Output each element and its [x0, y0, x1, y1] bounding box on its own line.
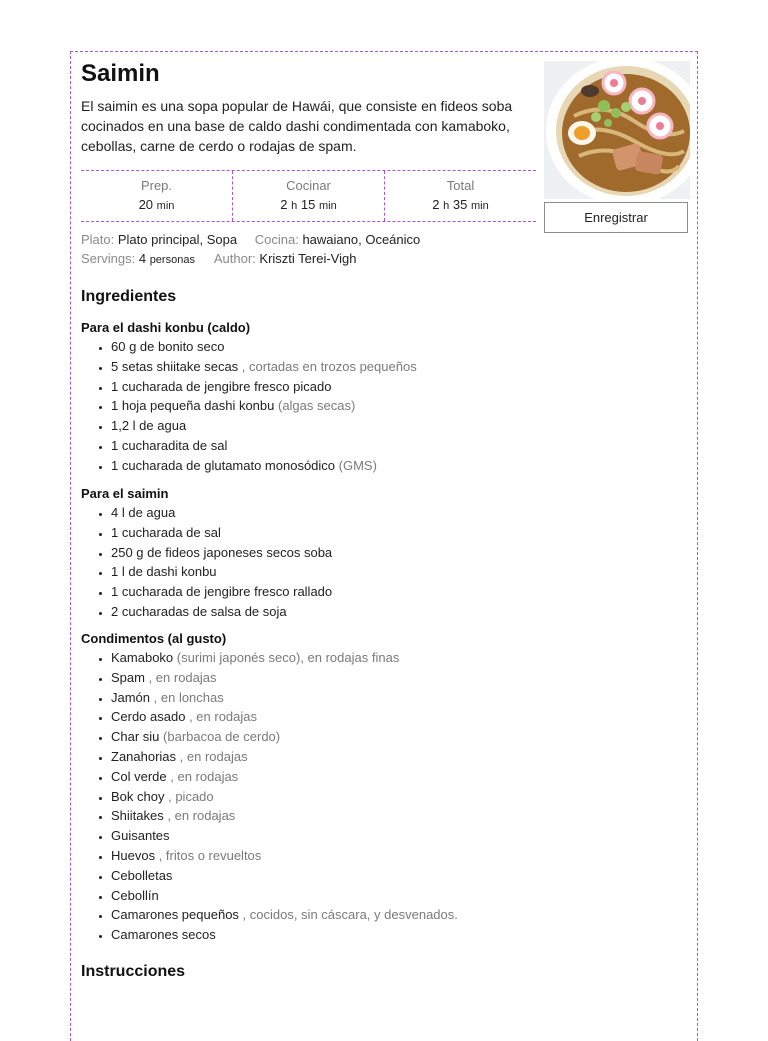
ingredient-item: • Huevos , fritos o revueltos [111, 846, 631, 866]
ingredient-item: • 1 cucharada de jengibre fresco picado [111, 377, 631, 397]
ingredient-item: • 60 g de bonito seco [111, 337, 631, 357]
ingredient-item: • 1 l de dashi konbu [111, 562, 631, 582]
servings-label: Servings: [81, 251, 136, 266]
ingredient-item: • Guisantes [111, 826, 631, 846]
ingredient-list-condiments [81, 648, 631, 945]
total-time-label: Total [446, 178, 475, 193]
ingredient-item: • 1,2 l de agua [111, 416, 631, 436]
author-value: Kriszti Terei-Vigh [259, 251, 357, 266]
recipe-meta [81, 230, 541, 270]
ingredient-group-title: Para el saimin [81, 486, 169, 501]
meta-row-1 [81, 230, 541, 249]
ingredients-heading: Ingredientes [81, 288, 177, 305]
servings-unit: personas [149, 254, 195, 266]
course-value: Plato principal, Sopa [117, 232, 238, 247]
recipe-card [70, 51, 698, 1041]
ingredient-item: • 1 cucharada de glutamato monosódico (GMS) [111, 456, 631, 476]
ingredient-group-title: Condimentos (al gusto) [81, 631, 227, 646]
ingredient-item: • 250 g de fideos japoneses secos soba [111, 543, 631, 563]
instructions-heading: Instrucciones [81, 963, 186, 980]
ingredient-item: • Spam , en rodajas [111, 668, 631, 688]
ingredient-item: • 4 l de agua [111, 503, 631, 523]
ingredient-item: • 1 cucharada de sal [111, 523, 631, 543]
meta-row-2 [81, 249, 541, 270]
cook-time-label: Cocinar [286, 178, 331, 193]
save-recipe-button[interactable]: Enregistrar [544, 202, 688, 233]
cuisine-value: hawaiano, Oceánico [302, 232, 421, 247]
ingredient-item: • Bok choy , picado [111, 787, 631, 807]
cook-time [232, 171, 384, 221]
recipe-times [81, 170, 536, 222]
ingredient-item: • Cebolletas [111, 866, 631, 886]
total-time-value: 2 h 35 min [432, 197, 489, 212]
ingredient-item: • 1 cucharada de jengibre fresco rallado [111, 582, 631, 602]
ingredient-item: • Char siu (barbacoa de cerdo) [111, 727, 631, 747]
ingredient-item: • 1 cucharadita de sal [111, 436, 631, 456]
ingredient-item: • Camarones secos [111, 925, 631, 945]
recipe-image [544, 61, 690, 199]
prep-time-label: Prep. [140, 178, 173, 193]
recipe-title: Saimin [81, 60, 160, 87]
cook-time-value: 2 h 15 min [280, 197, 337, 212]
ingredient-item: • 2 cucharadas de salsa de soja [111, 602, 631, 622]
prep-time-value: 20 min [138, 197, 175, 212]
saimin-bowl-image [544, 61, 690, 199]
author-label: Author: [213, 251, 256, 266]
ingredient-item: • Zanahorias , en rodajas [111, 747, 631, 767]
ingredient-item: • Jamón , en lonchas [111, 688, 631, 708]
ingredient-item: • 5 setas shiitake secas , cortadas en trozos pequeños [111, 357, 631, 377]
ingredient-item: • Kamaboko (surimi japonés seco), en rodajas finas [111, 648, 631, 668]
ingredient-item: • Cerdo asado , en rodajas [111, 707, 631, 727]
total-time [384, 171, 536, 221]
ingredient-item: • Cebollín [111, 886, 631, 906]
ingredient-group-title: Para el dashi konbu (caldo) [81, 320, 251, 335]
prep-time [81, 171, 232, 221]
ingredient-item: • Camarones pequeños , cocidos, sin cáscara, y desvenados. [111, 905, 631, 925]
servings-value: 4 [138, 251, 147, 266]
ingredient-item: • Col verde , en rodajas [111, 767, 631, 787]
recipe-summary: El saimin es una sopa popular de Hawái, que consiste en fideos soba cocinados en una base de caldo dashi condimentada con kamaboko, cebollas, carne de cerdo o rodajas de spam. [81, 98, 513, 154]
cuisine-label: Cocina: [254, 232, 299, 247]
ingredient-list-saimin [81, 503, 631, 622]
ingredient-item: • Shiitakes , en rodajas [111, 806, 631, 826]
ingredient-list-dashi [81, 337, 631, 476]
ingredient-item: • 1 hoja pequeña dashi konbu (algas secas) [111, 396, 631, 416]
course-label: Plato: [81, 232, 115, 247]
